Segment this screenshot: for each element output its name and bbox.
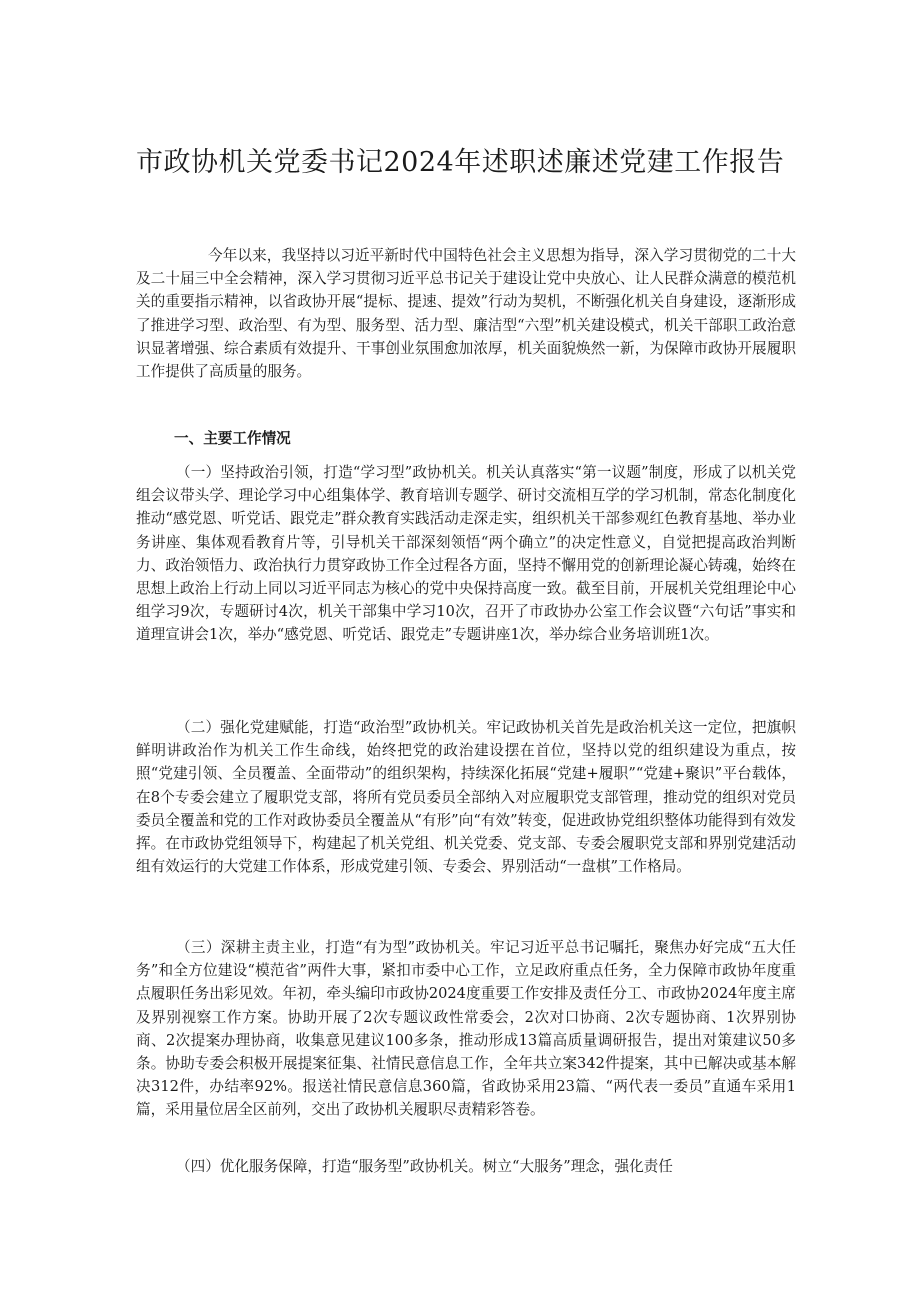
paragraph-effective-type: （三）深耕主责主业，打造“有为型”政协机关。牢记习近平总书记嘱托，聚焦办好完成“五大任务”和全方位建设“模范省”两件大事，紧扣市委中心工作，立足政府重点任务，全力保障市政协年度重点履职任务出彩见效。年初，牵头编印市政协2024度重要工作安排及责任分工、市政协2024年度主席及界别视察工作方案。协助开展了2次专题议政性常委会，2次对口协商、2次专题协商、1次界别协商、2次提案办理协商，收集意见建议100多条，推动形成13篇高质量调研报告，提出对策建议50多条。协助专委会积极开展提案征集、社情民意信息工作，全年共立案342件提案，其中已解决或基本解决312件，办结率92%。报送社情民意信息360篇，省政协采用23篇、“两代表一委员”直通车采用1篇，采用量位居全区前列，交出了政协机关履职尽责精彩答卷。 [136,939,796,1119]
intro-paragraph: 今年以来，我坚持以习近平新时代中国特色社会主义思想为指导，深入学习贯彻党的二十大及二十届三中全会精神，深入学习贯彻习近平总书记关于建设让党中央放心、让人民群众满意的模范机关的重要指示精神，以省政协开展“提标、提速、提效”行动为契机，不断强化机关自身建设，逐渐形成了推进学习型、政治型、有为型、服务型、活力型、廉洁型“六型”机关建设模式，机关干部职工政治意识显著增强、综合素质有效提升、干事创业氛围愈加浓厚，机关面貌焕然一新，为保障市政协开展履职工作提供了高质量的服务。 [136,247,796,381]
paragraph-political-type: （二）强化党建赋能，打造“政治型”政协机关。牢记政协机关首先是政治机关这一定位，把旗帜鲜明讲政治作为机关工作生命线，始终把党的政治建设摆在首位，坚持以党的组织建设为重点，按照“党建引领、全员覆盖、全面带动”的组织架构，持续深化拓展“党建+履职”“党建+聚识”平台载体，在8个专委会建立了履职党支部，将所有党员委员全部纳入对应履职党支部管理，推动党的组织对党员委员全覆盖和党的工作对政协委员全覆盖从“有形”向“有效”转变，促进政协党组织整体功能得到有效发挥。在市政协党组领导下，构建起了机关党组、机关党委、党支部、专委会履职党支部和界别党建活动组有效运行的大党建工作体系，形成党建引领、专委会、界别活动“一盘棋”工作格局。 [136,719,796,876]
paragraph-study-type: （一）坚持政治引领，打造“学习型”政协机关。机关认真落实“第一议题”制度，形成了以机关党组会议带头学、理论学习中心组集体学、教育培训专题学、研讨交流相互学的学习机制，常态化制度化推动“感党恩、听党话、跟党走”群众教育实践活动走深走实，组织机关干部参观红色教育基地、举办业务讲座、集体观看教育片等，引导机关干部深刻领悟“两个确立”的决定性意义，自觉把提高政治判断力、政治领悟力、政治执行力贯穿政协工作全过程各方面，坚持不懈用党的创新理论凝心铸魂，始终在思想上政治上行动上同以习近平同志为核心的党中央保持高度一致。截至目前，开展机关党组理论中心组学习9次，专题研讨4次，机关干部集中学习10次，召开了市政协办公室工作会议暨“六句话”事实和道理宣讲会1次，举办“感党恩、听党话、跟党走”专题讲座1次，举办综合业务培训班1次。 [136,464,796,644]
section-heading: 一、主要工作情况 [174,430,291,447]
paragraph-service-type: （四）优化服务保障，打造“服务型”政协机关。树立“大服务”理念，强化责任 [176,1158,673,1175]
document-title: 市政协机关党委书记2024年述职述廉述党建工作报告 [136,147,785,178]
